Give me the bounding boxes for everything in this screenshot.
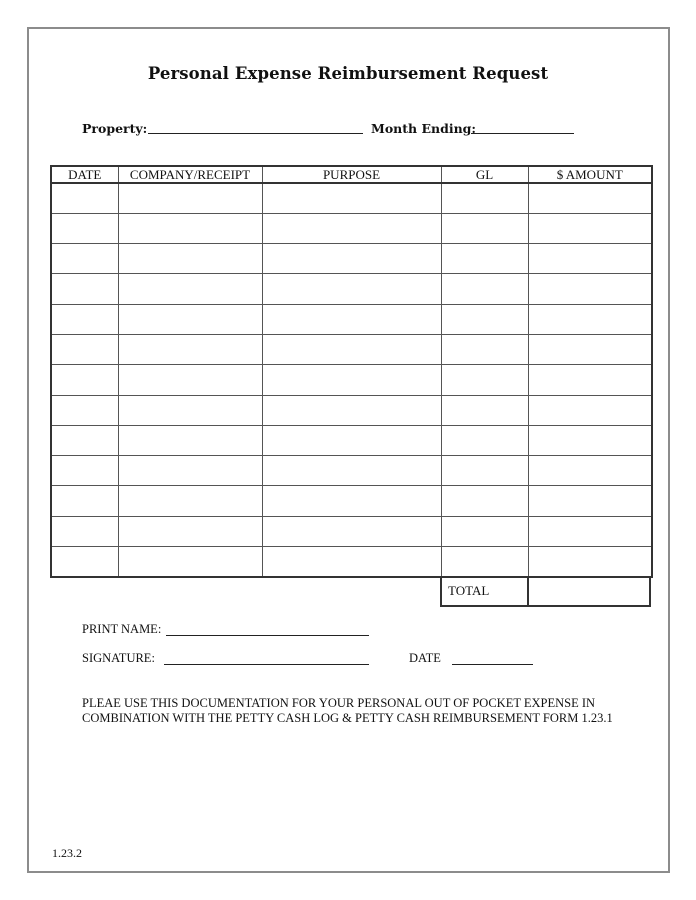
table-row bbox=[51, 244, 652, 274]
amount-cell[interactable] bbox=[528, 274, 652, 304]
amount-cell[interactable] bbox=[528, 304, 652, 334]
purpose-cell[interactable] bbox=[262, 213, 441, 243]
table-row bbox=[51, 274, 652, 304]
column-header-purpose: PURPOSE bbox=[262, 166, 441, 183]
gl-cell[interactable] bbox=[441, 456, 528, 486]
amount-cell[interactable] bbox=[528, 365, 652, 395]
purpose-cell[interactable] bbox=[262, 425, 441, 455]
instruction-notice: PLEAE USE THIS DOCUMENTATION FOR YOUR PERSONAL OUT OF POCKET EXPENSE IN COMBINATION WITH THE PETTY CASH LOG & PETTY CASH REIMBURSEMENT FORM 1.23.1 bbox=[82, 696, 613, 725]
table-row bbox=[51, 334, 652, 364]
column-header-date: DATE bbox=[51, 166, 118, 183]
date-field[interactable] bbox=[452, 664, 533, 665]
company-receipt-cell[interactable] bbox=[118, 516, 262, 546]
month-ending-field[interactable] bbox=[471, 133, 574, 134]
gl-cell[interactable] bbox=[441, 183, 528, 213]
company-receipt-cell[interactable] bbox=[118, 183, 262, 213]
amount-cell[interactable] bbox=[528, 486, 652, 516]
gl-cell[interactable] bbox=[441, 244, 528, 274]
gl-cell[interactable] bbox=[441, 213, 528, 243]
print-name-label: PRINT NAME: bbox=[82, 622, 162, 636]
gl-cell[interactable] bbox=[441, 547, 528, 577]
table-header-row bbox=[51, 166, 652, 183]
table-row bbox=[51, 425, 652, 455]
date-cell[interactable] bbox=[51, 456, 118, 486]
total-box bbox=[440, 576, 651, 607]
table-row bbox=[51, 456, 652, 486]
signature-label: SIGNATURE: bbox=[82, 651, 155, 665]
gl-cell[interactable] bbox=[441, 425, 528, 455]
purpose-cell[interactable] bbox=[262, 304, 441, 334]
date-cell[interactable] bbox=[51, 516, 118, 546]
amount-cell[interactable] bbox=[528, 183, 652, 213]
table-row bbox=[51, 395, 652, 425]
date-cell[interactable] bbox=[51, 486, 118, 516]
column-header-amount: $ AMOUNT bbox=[528, 166, 652, 183]
date-label: DATE bbox=[409, 651, 441, 665]
date-cell[interactable] bbox=[51, 183, 118, 213]
table-row bbox=[51, 486, 652, 516]
amount-cell[interactable] bbox=[528, 244, 652, 274]
purpose-cell[interactable] bbox=[262, 334, 441, 364]
table-row bbox=[51, 183, 652, 213]
date-cell[interactable] bbox=[51, 334, 118, 364]
date-cell[interactable] bbox=[51, 304, 118, 334]
purpose-cell[interactable] bbox=[262, 274, 441, 304]
date-cell[interactable] bbox=[51, 213, 118, 243]
company-receipt-cell[interactable] bbox=[118, 365, 262, 395]
purpose-cell[interactable] bbox=[262, 486, 441, 516]
document-number: 1.23.2 bbox=[52, 846, 82, 860]
gl-cell[interactable] bbox=[441, 395, 528, 425]
company-receipt-cell[interactable] bbox=[118, 486, 262, 516]
company-receipt-cell[interactable] bbox=[118, 395, 262, 425]
gl-cell[interactable] bbox=[441, 334, 528, 364]
date-cell[interactable] bbox=[51, 425, 118, 455]
amount-cell[interactable] bbox=[528, 395, 652, 425]
property-field[interactable] bbox=[148, 133, 363, 134]
purpose-cell[interactable] bbox=[262, 456, 441, 486]
form-title: Personal Expense Reimbursement Request bbox=[147, 64, 549, 83]
amount-cell[interactable] bbox=[528, 334, 652, 364]
amount-cell[interactable] bbox=[528, 516, 652, 546]
gl-cell[interactable] bbox=[441, 274, 528, 304]
table-row bbox=[51, 365, 652, 395]
purpose-cell[interactable] bbox=[262, 183, 441, 213]
date-cell[interactable] bbox=[51, 274, 118, 304]
purpose-cell[interactable] bbox=[262, 365, 441, 395]
company-receipt-cell[interactable] bbox=[118, 425, 262, 455]
company-receipt-cell[interactable] bbox=[118, 547, 262, 577]
table-row bbox=[51, 547, 652, 577]
gl-cell[interactable] bbox=[441, 516, 528, 546]
table-row bbox=[51, 516, 652, 546]
date-cell[interactable] bbox=[51, 244, 118, 274]
signature-field[interactable] bbox=[164, 664, 369, 665]
purpose-cell[interactable] bbox=[262, 395, 441, 425]
company-receipt-cell[interactable] bbox=[118, 213, 262, 243]
gl-cell[interactable] bbox=[441, 486, 528, 516]
date-cell[interactable] bbox=[51, 395, 118, 425]
table-row bbox=[51, 304, 652, 334]
purpose-cell[interactable] bbox=[262, 516, 441, 546]
table-row bbox=[51, 213, 652, 243]
purpose-cell[interactable] bbox=[262, 244, 441, 274]
purpose-cell[interactable] bbox=[262, 547, 441, 577]
company-receipt-cell[interactable] bbox=[118, 274, 262, 304]
amount-cell[interactable] bbox=[528, 213, 652, 243]
date-cell[interactable] bbox=[51, 547, 118, 577]
date-cell[interactable] bbox=[51, 365, 118, 395]
expense-table bbox=[50, 165, 653, 578]
column-header-gl: GL bbox=[441, 166, 528, 183]
column-header-company-receipt: COMPANY/RECEIPT bbox=[118, 166, 262, 183]
month-ending-label: Month Ending: bbox=[371, 121, 477, 136]
amount-cell[interactable] bbox=[528, 425, 652, 455]
gl-cell[interactable] bbox=[441, 304, 528, 334]
amount-cell[interactable] bbox=[528, 456, 652, 486]
print-name-field[interactable] bbox=[166, 635, 369, 636]
property-label: Property: bbox=[82, 121, 148, 136]
company-receipt-cell[interactable] bbox=[118, 244, 262, 274]
company-receipt-cell[interactable] bbox=[118, 456, 262, 486]
total-label: TOTAL bbox=[442, 576, 529, 605]
amount-cell[interactable] bbox=[528, 547, 652, 577]
gl-cell[interactable] bbox=[441, 365, 528, 395]
company-receipt-cell[interactable] bbox=[118, 334, 262, 364]
company-receipt-cell[interactable] bbox=[118, 304, 262, 334]
total-value-cell[interactable] bbox=[529, 576, 649, 605]
